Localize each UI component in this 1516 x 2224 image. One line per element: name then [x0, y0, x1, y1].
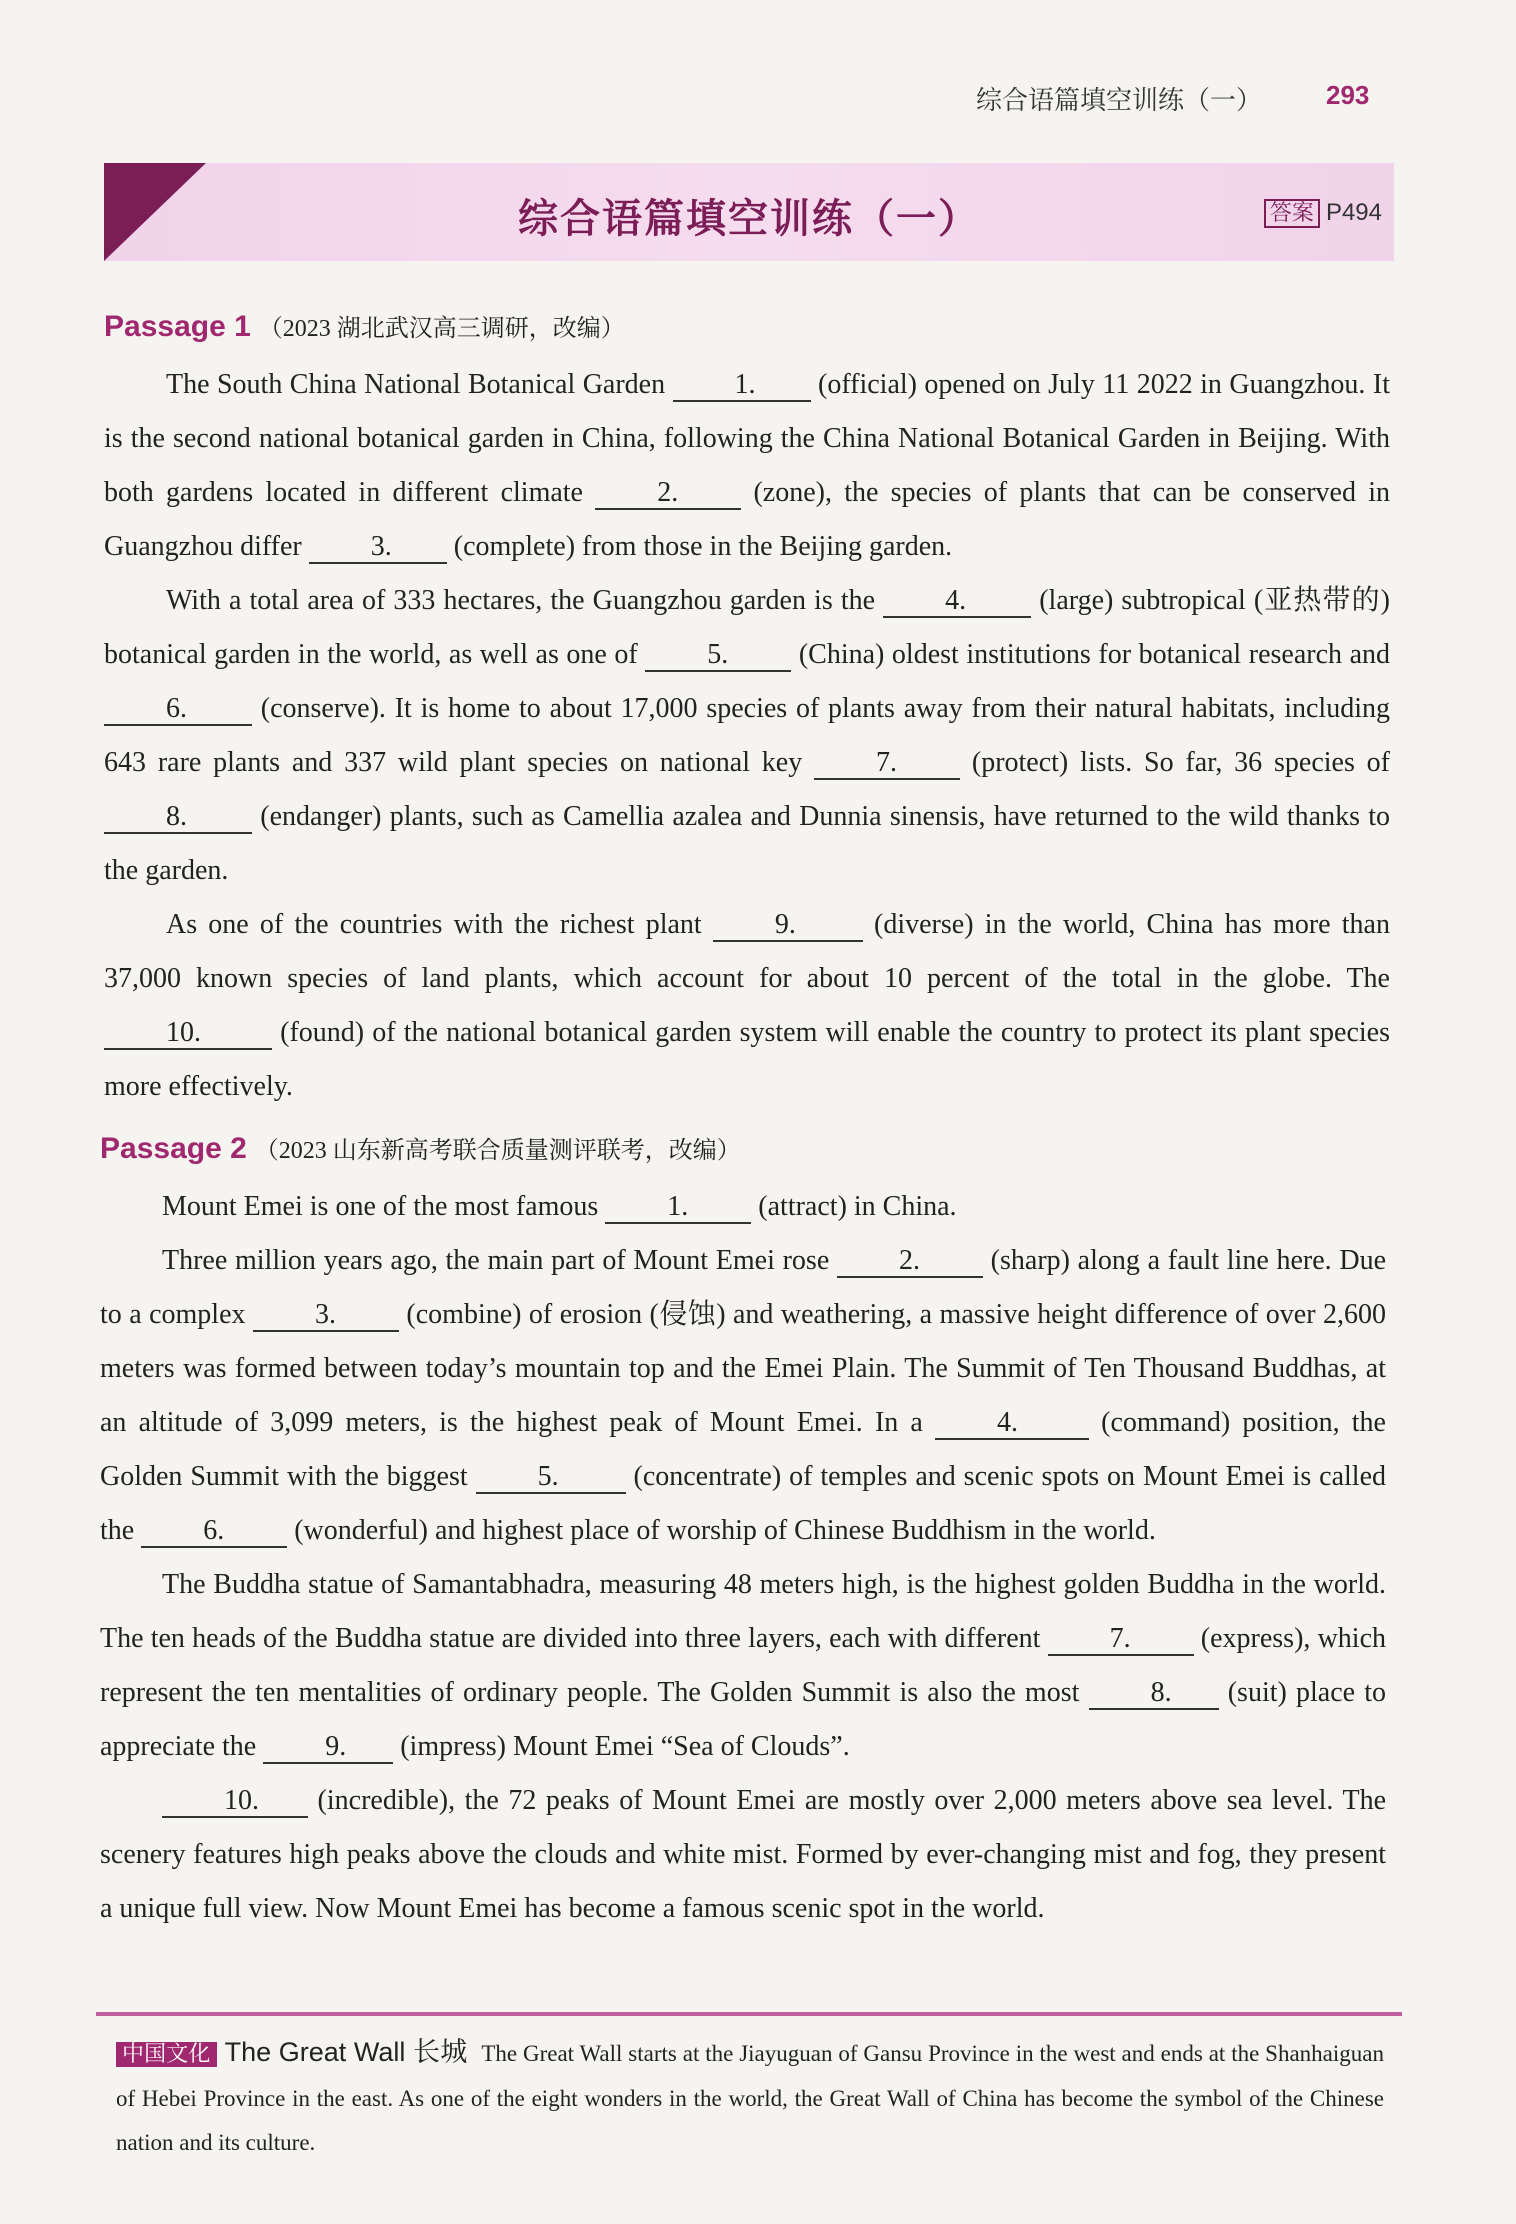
- passage1-source: （2023 湖北武汉高三调研，改编）: [258, 316, 625, 342]
- passage1-title: Passage 1: [104, 310, 251, 343]
- blank-10[interactable]: 10.: [104, 1018, 272, 1050]
- passage2-heading: [100, 1130, 741, 1166]
- text-span: (wonderful) and highest place of worship of Chinese Buddhism in the world.: [287, 1515, 1156, 1546]
- blank-9[interactable]: 9.: [713, 910, 863, 942]
- text-span: (protect) lists. So far, 36 species of: [960, 747, 1390, 778]
- passage1-heading: [104, 308, 625, 344]
- blank-2[interactable]: 2.: [837, 1246, 983, 1278]
- text-span: The South China National Botanical Garden: [166, 369, 673, 400]
- text-span: (incredible), the 72 peaks of Mount Emei are mostly over 2,000 meters above sea level. The scenery features high peaks above the clouds and white mist. Formed by ever-changing mist and fog, they present a unique full view. Now Mount Emei has become a famous scenic spot in the world.: [100, 1785, 1386, 1924]
- blank-4[interactable]: 4.: [935, 1408, 1089, 1440]
- text-span: (command) position, the Golden Summit with the biggest: [100, 1407, 1386, 1492]
- culture-title: The Great Wall 长城: [224, 2037, 468, 2067]
- passage2-title: Passage 2: [100, 1132, 247, 1165]
- text-span: (official) opened on July 11 2022 in Guangzhou. It is the second national botanical garden in China, following the China National Botanical Garden in Beijing. With both gardens located in different climate: [104, 369, 1390, 508]
- culture-text: The Great Wall starts at the Jiayuguan of Gansu Province in the west and ends at the Shanhaiguan of Hebei Province in the east. As one of the eight wonders in the world, the Great Wall of China has become the symbol of the Chinese nation and its culture.: [116, 2041, 1384, 2155]
- passage1-paragraph: [104, 358, 1390, 574]
- blank-6[interactable]: 6.: [104, 694, 252, 726]
- text-span: (found) of the national botanical garden system will enable the country to protect its plant species more effectively.: [104, 1017, 1390, 1102]
- blank-3[interactable]: 3.: [309, 532, 447, 564]
- blank-1[interactable]: 1.: [605, 1192, 751, 1224]
- passage2-paragraph: [100, 1774, 1386, 1936]
- blank-9[interactable]: 9.: [263, 1732, 393, 1764]
- passage2-paragraph: [100, 1180, 1386, 1234]
- blank-1[interactable]: 1.: [673, 370, 811, 402]
- text-span: The Buddha statue of Samantabhadra, measuring 48 meters high, is the highest golden Buddha in the world. The ten heads of the Buddha statue are divided into three layers, each with different: [100, 1569, 1386, 1654]
- text-span: (express), which represent the ten mentalities of ordinary people. The Golden Summit is also the most: [100, 1623, 1386, 1708]
- text-span: (sharp) along a fault line here. Due to a complex: [100, 1245, 1386, 1330]
- text-span: With a total area of 333 hectares, the Guangzhou garden is the: [166, 585, 884, 616]
- page-number: 293: [1326, 80, 1370, 110]
- title-banner: [104, 163, 1394, 261]
- culture-note: [116, 2030, 1384, 2165]
- text-span: (China) oldest institutions for botanical research and: [791, 639, 1391, 670]
- answer-reference: [1264, 196, 1382, 227]
- text-span: (large) subtropical (亚热带的) botanical garden in the world, as well as one of: [104, 585, 1391, 670]
- passage1-paragraph: [104, 574, 1390, 898]
- text-span: As one of the countries with the richest plant: [166, 909, 713, 940]
- answer-tag: 答案: [1264, 199, 1320, 228]
- answer-page: P494: [1325, 199, 1382, 226]
- text-span: (endanger) plants, such as Camellia azalea and Dunnia sinensis, have returned to the wild thanks to the garden.: [104, 801, 1390, 886]
- text-span: (suit) place to appreciate the: [100, 1677, 1386, 1762]
- page-title: 综合语篇填空训练（一）: [518, 196, 980, 242]
- passage2-body: [100, 1180, 1386, 1936]
- footer-divider: [96, 2012, 1402, 2016]
- text-span: (complete) from those in the Beijing garden.: [446, 531, 953, 562]
- text-span: (concentrate) of temples and scenic spots on Mount Emei is called the: [100, 1461, 1386, 1546]
- text-span: (conserve). It is home to about 17,000 species of plants away from their natural habitats, including 643 rare plants and 337 wild plant species on national key: [104, 693, 1390, 778]
- text-span: (impress) Mount Emei “Sea of Clouds”.: [393, 1731, 850, 1762]
- text-span: (combine) of erosion (侵蚀) and weathering, a massive height difference of over 2,600 meters was formed between today’s mountain top and the Emei Plain. The Summit of Ten Thousand Buddhas, at an altitude of 3,099 meters, is the highest peak of Mount Emei. In a: [100, 1299, 1387, 1438]
- passage2-source: （2023 山东新高考联合质量测评联考，改编）: [254, 1138, 741, 1164]
- blank-5[interactable]: 5.: [476, 1462, 626, 1494]
- text-span: (zone), the species of plants that can be conserved in Guangzhou differ: [104, 477, 1391, 562]
- blank-8[interactable]: 8.: [104, 802, 252, 834]
- blank-4[interactable]: 4.: [883, 586, 1031, 618]
- culture-tag: 中国文化: [116, 2042, 217, 2067]
- blank-7[interactable]: 7.: [1048, 1624, 1194, 1656]
- blank-5[interactable]: 5.: [645, 640, 791, 672]
- passage2-paragraph: [100, 1234, 1386, 1558]
- text-span: (attract) in China.: [751, 1191, 957, 1222]
- running-title: 综合语篇填空训练（一）: [976, 86, 1263, 116]
- blank-6[interactable]: 6.: [141, 1516, 287, 1548]
- text-span: Mount Emei is one of the most famous: [162, 1191, 606, 1222]
- blank-7[interactable]: 7.: [814, 748, 960, 780]
- text-span: Three million years ago, the main part of Mount Emei rose: [162, 1245, 837, 1276]
- blank-8[interactable]: 8.: [1089, 1678, 1219, 1710]
- passage2-paragraph: [100, 1558, 1386, 1774]
- blank-10[interactable]: 10.: [162, 1786, 308, 1818]
- passage1-body: [104, 358, 1390, 1114]
- text-span: (diverse) in the world, China has more than 37,000 known species of land plants, which account for about 10 percent of the total in the globe. The: [104, 909, 1390, 994]
- blank-3[interactable]: 3.: [253, 1300, 399, 1332]
- passage1-paragraph: [104, 898, 1390, 1114]
- blank-2[interactable]: 2.: [595, 478, 741, 510]
